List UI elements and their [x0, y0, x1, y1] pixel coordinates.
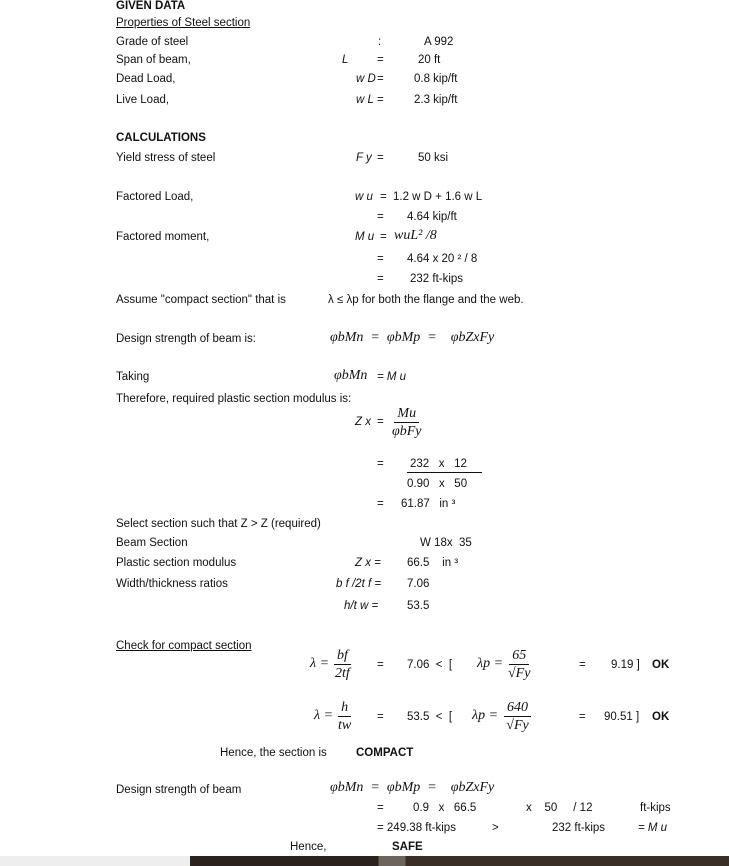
numerator: 65: [509, 647, 529, 665]
beam-section-value: W 18x 35: [420, 537, 472, 549]
fraction-line: [407, 472, 482, 473]
zx-symbol: Z x: [355, 416, 371, 428]
plastic-modulus-value: 66.5 in ³: [407, 557, 459, 569]
yield-value: 50 ksi: [418, 152, 449, 164]
zx-fraction: [392, 405, 422, 440]
dead-load-label: Dead Load,: [116, 73, 176, 85]
safe-status: SAFE: [392, 841, 423, 853]
yield-label: Yield stress of steel: [116, 152, 216, 164]
strength-calc-2: x 50 / 12: [526, 802, 593, 814]
denominator: tw: [338, 718, 352, 733]
equals: =: [377, 273, 384, 285]
lambda-p: λp =: [472, 708, 499, 723]
factored-moment-calc: 4.64 x 20 ² / 8: [407, 253, 478, 265]
taking-equals-mu: = M u: [377, 371, 407, 383]
denominator: √Fy: [508, 666, 531, 681]
properties-heading: Properties of Steel section: [116, 17, 251, 29]
zx-numerator: 232 x 12: [410, 458, 467, 470]
assume-condition: λ ≤ λp for both the flange and the web.: [328, 294, 524, 306]
numerator: Mu: [394, 405, 419, 423]
flange-limit-fraction: [508, 647, 530, 682]
factored-moment-label: Factored moment,: [116, 231, 210, 243]
given-data-heading: GIVEN DATA: [116, 0, 186, 12]
denominator: √Fy: [506, 718, 529, 733]
span-label: Span of beam,: [116, 54, 191, 66]
greater-than: >: [492, 822, 499, 834]
ratios-label: Width/thickness ratios: [116, 578, 228, 590]
grade-colon: :: [378, 36, 382, 48]
numerator: bf: [334, 647, 351, 665]
zx-value: 61.87 in ³: [401, 498, 456, 510]
taking-formula: φbMn: [334, 368, 368, 383]
equals: =: [579, 659, 586, 671]
flange-limit-value: 9.19 ]: [611, 659, 640, 671]
span-symbol: L: [342, 54, 349, 66]
beam-section-label: Beam Section: [116, 537, 188, 549]
select-label: Select section such that Z > Z (required): [116, 518, 321, 530]
span-value: 20 ft: [418, 54, 441, 66]
equals: =: [377, 94, 384, 106]
factored-load-value: 4.64 kip/ft: [407, 211, 457, 223]
equals: =: [377, 416, 384, 428]
grade-label: Grade of steel: [116, 36, 189, 48]
units: ft-kips: [640, 802, 671, 814]
lambda-p: λp =: [477, 656, 504, 671]
live-load-value: 2.3 kip/ft: [414, 94, 458, 106]
hence-label: Hence,: [290, 841, 327, 853]
numerator: h: [338, 699, 351, 717]
equals: =: [377, 802, 384, 814]
hence-section-label: Hence, the section is: [220, 747, 327, 759]
web-ok: OK: [652, 711, 670, 723]
grade-value: A 992: [424, 36, 454, 48]
design-strength-label: Design strength of beam is:: [116, 333, 256, 345]
check-heading: Check for compact section: [116, 640, 252, 652]
taskbar: [190, 856, 729, 866]
equals: =: [377, 253, 384, 265]
web-limit-fraction: [504, 699, 531, 734]
design-strength-beam-label: Design strength of beam: [116, 784, 242, 796]
flange-ratio-value: 7.06: [407, 578, 430, 590]
flange-ok: OK: [652, 659, 670, 671]
web-ratio-value: 53.5: [407, 600, 430, 612]
factored-moment-symbol: M u: [355, 231, 375, 243]
plastic-modulus-label: Plastic section modulus: [116, 557, 237, 569]
plastic-modulus-symbol: Z x =: [355, 557, 381, 569]
flange-ratio-symbol: b f /2t f =: [336, 578, 382, 590]
calculations-heading: CALCULATIONS: [116, 132, 206, 144]
therefore-text: Therefore, required plastic section modulus is:: [116, 393, 352, 405]
compact-status: COMPACT: [356, 747, 414, 759]
flange-value: 7.06 < [: [407, 659, 453, 671]
web-limit-value: 90.51 ]: [604, 711, 640, 723]
lambda-web: λ =: [314, 708, 334, 723]
equals: =: [377, 54, 384, 66]
required-moment: 232 ft-kips: [552, 822, 606, 834]
factored-load-formula: 1.2 w D + 1.6 w L: [393, 191, 483, 203]
live-load-label: Live Load,: [116, 94, 170, 106]
denominator: φbFy: [392, 424, 422, 439]
equals: =: [380, 191, 387, 203]
zx-denominator: 0.90 x 50: [407, 478, 468, 490]
factored-load-symbol: w u: [355, 191, 373, 203]
equals: =: [380, 231, 387, 243]
bottom-gap: [0, 856, 190, 866]
equals: =: [377, 711, 384, 723]
mu-symbol: = M u: [638, 822, 668, 834]
equals: =: [377, 73, 384, 85]
equals: =: [377, 152, 384, 164]
strength-value: = 249.38 ft-kips: [377, 822, 456, 834]
numerator: 640: [504, 699, 531, 717]
design-strength-beam-formula: φbMn = φbMp = φbZxFy: [330, 780, 495, 795]
factored-moment-formula: wuL² /8: [394, 228, 437, 243]
factored-load-label: Factored Load,: [116, 191, 194, 203]
dead-load-value: 0.8 kip/ft: [414, 73, 458, 85]
flange-fraction: [334, 647, 351, 682]
equals: =: [377, 659, 384, 671]
yield-symbol: F y: [356, 152, 372, 164]
denominator: 2tf: [335, 666, 350, 681]
assume-label: Assume "compact section" that is: [116, 294, 286, 306]
taking-label: Taking: [116, 371, 150, 383]
strength-calc: 0.9 x 66.5: [413, 802, 477, 814]
live-load-symbol: w L: [356, 94, 374, 106]
lambda-flange: λ =: [310, 656, 330, 671]
web-ratio-symbol: h/t w =: [344, 600, 379, 612]
equals: =: [377, 458, 384, 470]
web-value: 53.5 < [: [407, 711, 453, 723]
equals: =: [579, 711, 586, 723]
web-fraction: [338, 699, 351, 734]
factored-moment-value: 232 ft-kips: [410, 273, 464, 285]
dead-load-symbol: w D: [356, 73, 376, 85]
design-strength-formula: φbMn = φbMp = φbZxFy: [330, 330, 495, 345]
equals: =: [377, 211, 384, 223]
equals: =: [377, 498, 384, 510]
